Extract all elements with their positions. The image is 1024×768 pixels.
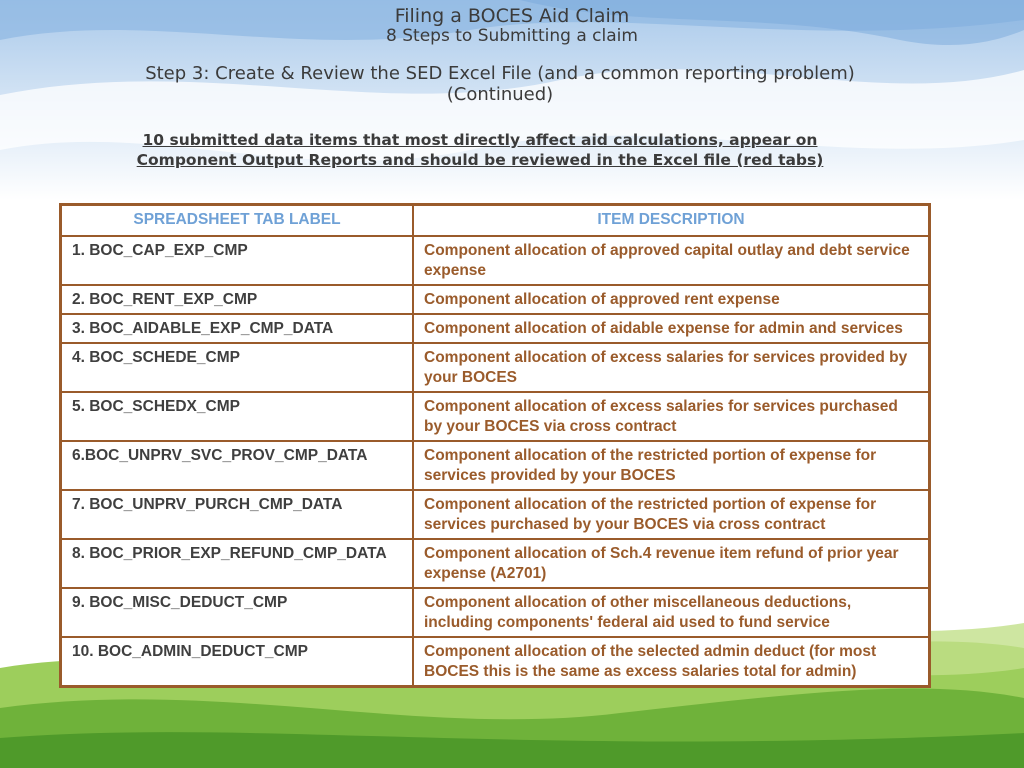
description-cell: Component allocation of approved rent expense — [413, 285, 930, 314]
tab-label-cell: 3. BOC_AIDABLE_EXP_CMP_DATA — [61, 314, 414, 343]
tab-label-cell: 5. BOC_SCHEDX_CMP — [61, 392, 414, 441]
description-cell: Component allocation of excess salaries for services provided by your BOCES — [413, 343, 930, 392]
column-header-item-description: ITEM DESCRIPTION — [413, 205, 930, 237]
table-row — [61, 490, 930, 539]
table-row — [61, 285, 930, 314]
description-cell: Component allocation of other miscellaneous deductions, including components' federal aid used to fund service — [413, 588, 930, 637]
description-cell: Component allocation of approved capital outlay and debt service expense — [413, 236, 930, 285]
table-row — [61, 392, 930, 441]
table-row — [61, 588, 930, 637]
tab-label-cell: 10. BOC_ADMIN_DEDUCT_CMP — [61, 637, 414, 687]
table-row — [61, 539, 930, 588]
tab-label-cell: 2. BOC_RENT_EXP_CMP — [61, 285, 414, 314]
step-title: Step 3: Create & Review the SED Excel File (and a common reporting problem) (Continued) — [145, 63, 855, 105]
tab-label-cell: 6.BOC_UNPRV_SVC_PROV_CMP_DATA — [61, 441, 414, 490]
tab-label-cell: 7. BOC_UNPRV_PURCH_CMP_DATA — [61, 490, 414, 539]
description-cell: Component allocation of the restricted portion of expense for services provided by your BOCES — [413, 441, 930, 490]
table-row — [61, 236, 930, 285]
description-cell: Component allocation of Sch.4 revenue item refund of prior year expense (A2701) — [413, 539, 930, 588]
description-cell: Component allocation of the selected admin deduct (for most BOCES this is the same as excess salaries total for admin) — [413, 637, 930, 687]
tab-label-cell: 9. BOC_MISC_DEDUCT_CMP — [61, 588, 414, 637]
description-cell: Component allocation of excess salaries for services purchased by your BOCES via cross contract — [413, 392, 930, 441]
column-header-tab-label: SPREADSHEET TAB LABEL — [61, 205, 414, 237]
table-row — [61, 441, 930, 490]
tab-label-cell: 1. BOC_CAP_EXP_CMP — [61, 236, 414, 285]
page-title: Filing a BOCES Aid Claim — [394, 5, 630, 27]
table-row — [61, 637, 930, 687]
description-cell: Component allocation of the restricted portion of expense for services purchased by your BOCES via cross contract — [413, 490, 930, 539]
tab-label-cell: 8. BOC_PRIOR_EXP_REFUND_CMP_DATA — [61, 539, 414, 588]
tab-label-cell: 4. BOC_SCHEDE_CMP — [61, 343, 414, 392]
items-table — [59, 203, 931, 688]
table-note: 10 submitted data items that most directly affect aid calculations, appear on Component Output Reports and should be reviewed in the Excel file (red tabs) — [136, 131, 824, 169]
table-header-row — [61, 205, 930, 237]
table-row — [61, 343, 930, 392]
description-cell: Component allocation of aidable expense for admin and services — [413, 314, 930, 343]
page-subtitle: 8 Steps to Submitting a claim — [386, 26, 638, 46]
table-row — [61, 314, 930, 343]
